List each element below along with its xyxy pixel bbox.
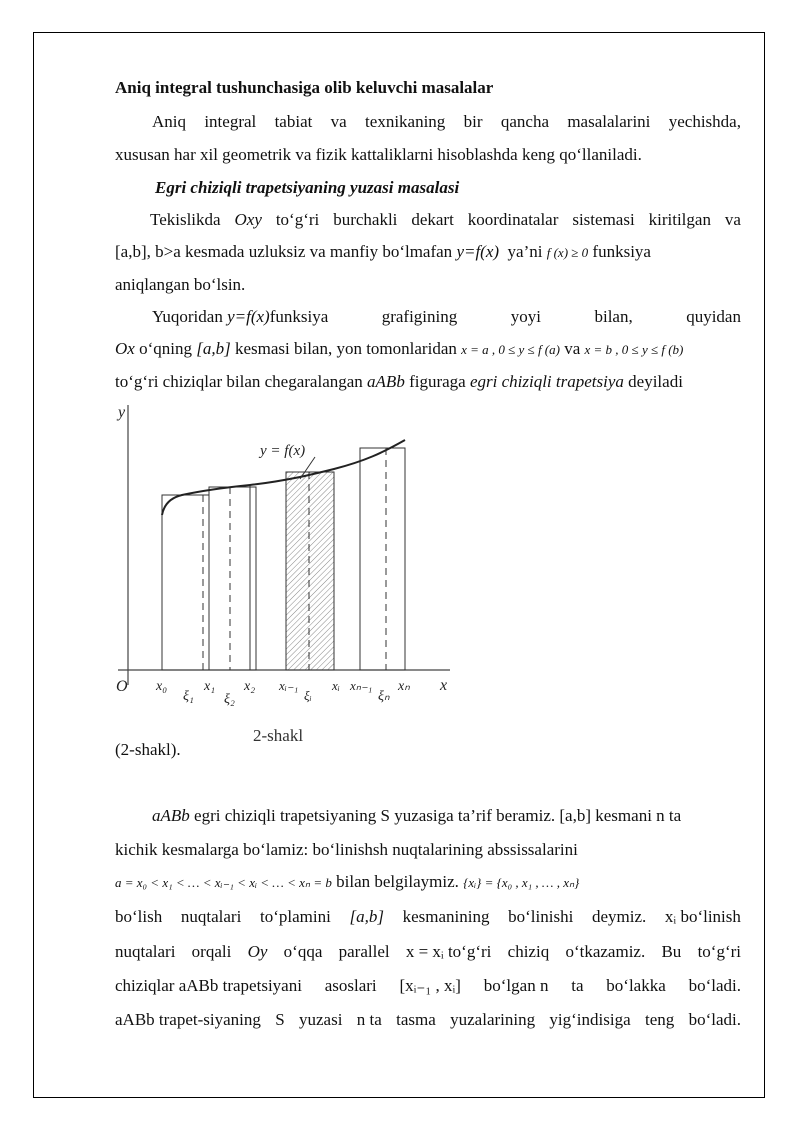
figure-2 (110, 395, 470, 755)
word: Oy (247, 942, 268, 961)
word: teng (644, 1010, 675, 1029)
paragraph-2-line-2: [a,b], b>a kesmada uzluksiz va manfiy bo‘lmafan y=f(x) ya’ni f (x) ≥ 0 funksiya (115, 242, 651, 261)
word: o‘qqa (283, 942, 323, 961)
word: [xᵢ₋₁ , xᵢ] (399, 976, 461, 995)
word: aABb trapet-siyaning (115, 1010, 261, 1029)
word: bo‘lgan n (483, 976, 549, 995)
word: bo‘ladi. (688, 1010, 741, 1029)
word: bo‘linishi (508, 907, 574, 926)
paragraph-4-line-5 (115, 942, 741, 962)
word: bo‘ladi. (688, 976, 741, 995)
section-heading: Aniq integral tushunchasiga olib keluvchi masalalar (115, 78, 494, 97)
tick-xi-1: xᵢ₋₁ (279, 678, 299, 693)
word: o‘tkazamiz. (565, 942, 646, 961)
tick-xin: ξₙ (378, 689, 390, 704)
figure-caption: 2-shakl (253, 726, 304, 745)
word: nuqtalari (180, 907, 242, 926)
word: bo‘lish (115, 907, 163, 926)
word: sistemasi (572, 210, 635, 229)
word: ta (571, 976, 584, 995)
paragraph-3-line-2: Ox o‘qning [a,b] kesmasi bilan, yon tomonlaridan x = a , 0 ≤ y ≤ f (a) va x = b , 0 ≤ y ≤ f (b) (115, 339, 684, 358)
word: [a,b] (349, 907, 384, 926)
word: qancha (500, 112, 549, 131)
paragraph-4-line-2: kichik kesmalarga bo‘lamiz: bo‘linishsh nuqtalarining abssissalarini (115, 840, 578, 859)
word: va (724, 210, 741, 229)
figure-reference: (2-shakl). (115, 740, 181, 759)
paragraph-2-line-3: aniqlangan bo‘lsin. (115, 275, 246, 294)
word: bo‘lakka (606, 976, 666, 995)
tick-xn-1: xₙ₋₁ (350, 678, 373, 693)
paragraph-4-line-1: aABb egri chiziqli trapetsiyaning S yuzasiga ta’rif beramiz. [a,b] kesmani n ta (152, 806, 682, 825)
word: kiritilgan (648, 210, 711, 229)
word: Bu (661, 942, 682, 961)
strip-2 (209, 487, 256, 670)
word: tabiat (274, 112, 313, 131)
word: bir (463, 112, 483, 131)
tick-xii: ξᵢ (304, 688, 312, 703)
paragraph-3-line-3: to‘g‘ri chiziqlar bilan chegaralangan aABb figuraga egri chiziqli trapetsiya deyiladi (115, 372, 683, 391)
word: x = xᵢ to‘g‘ri (405, 942, 492, 961)
word: deymiz. (591, 907, 647, 926)
word: tasma (396, 1010, 436, 1029)
tick-x2: x₂ (244, 679, 256, 694)
word: asoslari (324, 976, 377, 995)
word: yuzalarining (450, 1010, 536, 1029)
y-axis-label: y (118, 404, 126, 421)
paragraph-1-line-2: xususan har xil geometrik va fizik kattaliklarni hisoblashda keng qo‘llaniladi. (115, 145, 642, 164)
word: koordinatalar (467, 210, 559, 229)
x-axis-label: x (440, 677, 448, 694)
word: nuqtalari (115, 942, 176, 961)
word: va (330, 112, 347, 131)
word: n ta (356, 1010, 382, 1029)
word: chiziqlar aABb trapetsiyani (115, 976, 302, 995)
paragraph-4-line-6 (115, 976, 741, 996)
word: to‘g‘ri (697, 942, 741, 961)
word: masalalarini (567, 112, 651, 131)
word: parallel (338, 942, 390, 961)
tick-x0: x₀ (156, 679, 168, 694)
word: texnikaning (365, 112, 446, 131)
word: integral (204, 112, 257, 131)
word: xᵢ bo‘linish (664, 907, 741, 926)
strip-i-hatched (286, 472, 334, 670)
strip-1 (162, 495, 209, 670)
word: yechishda, (668, 112, 741, 131)
word: Tekislikda (150, 210, 221, 229)
word: Aniq (152, 112, 186, 131)
curve-label: y = f(x) (260, 443, 306, 459)
word: yig‘indisiga (549, 1010, 631, 1029)
word: burchakli (333, 210, 398, 229)
tick-xn: xₙ (398, 679, 410, 694)
word: orqali (191, 942, 232, 961)
tick-x1: x₁ (204, 679, 216, 694)
paragraph-4-line-4 (115, 907, 741, 927)
paragraph-4-line-3: a = x₀ < x₁ < … < xᵢ₋₁ < xᵢ < … < xₙ = b bilan belgilaymiz. {xᵢ} = {x₀ , x₁ , … , xₙ} (115, 872, 580, 891)
tick-xi1: ξ₁ (183, 689, 194, 704)
paragraph-4-line-7 (115, 1010, 741, 1030)
subheading: Egri chiziqli trapetsiyaning yuzasi masalasi (155, 178, 460, 197)
word: S (275, 1010, 285, 1029)
word: yuzasi (299, 1010, 343, 1029)
paragraph-1-line-1 (152, 112, 741, 132)
word: kesmanining (402, 907, 490, 926)
word: chiziq (507, 942, 550, 961)
word: to‘plamini (259, 907, 331, 926)
word: dekart (411, 210, 454, 229)
tick-xi2: ξ₂ (224, 692, 235, 707)
tick-xi: xᵢ (332, 678, 340, 693)
word: Oxy (234, 210, 262, 229)
paragraph-3-line-1: Yuqoridan y=f(x)funksiya grafigining yoyi bilan, quyidan (152, 307, 741, 326)
origin-label: O (116, 678, 128, 695)
strip-n (360, 448, 405, 670)
paragraph-2-line-1 (150, 210, 741, 230)
word: to‘g‘ri (275, 210, 320, 229)
